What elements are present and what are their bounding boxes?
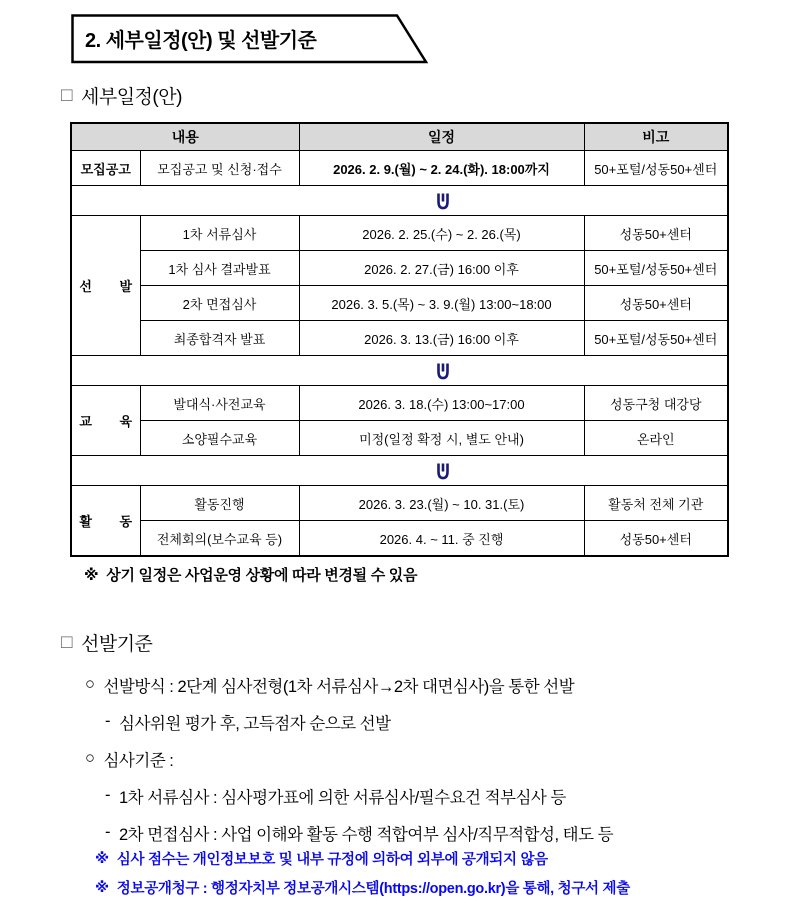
cell-date: 2026. 3. 5.(목) ~ 3. 9.(월) 13:00~18:00	[299, 286, 584, 321]
down-arrow-icon	[437, 192, 450, 209]
cell-note: 50+포털/성동50+센터	[584, 321, 728, 356]
group-label-activity: 활 동	[71, 486, 140, 557]
table-row-arrow	[71, 356, 728, 386]
bullet-selection-method: ○ 선발방식 : 2단계 심사전형(1차 서류심사→2차 대면심사)을 통한 선발	[85, 675, 575, 696]
header-content: 내용	[71, 123, 299, 151]
cell-date: 2026. 4. ~ 11. 중 진행	[299, 521, 584, 557]
down-arrow-icon	[437, 462, 450, 479]
note-information-request: ※ 정보공개청구 : 행정자치부 정보공개시스템(https://open.go.kr)을 통해, 청구서 제출	[95, 879, 630, 897]
cell-note: 성동50+센터	[584, 216, 728, 251]
table-row-edu1	[71, 386, 728, 421]
cell-item: 전체회의(보수교육 등)	[140, 521, 299, 557]
schedule-footnote	[84, 564, 417, 585]
privacy-notes	[95, 844, 630, 902]
cell-note: 성동50+센터	[584, 286, 728, 321]
group-label-selection: 선 발	[71, 216, 140, 356]
cell-item: 1차 심사 결과발표	[140, 251, 299, 286]
square-bullet-icon: □	[61, 84, 72, 106]
circle-bullet-icon: ○	[85, 749, 95, 767]
group-label-recruit: 모집공고	[71, 151, 140, 186]
page-title: 2. 세부일정(안) 및 선발기준	[85, 30, 317, 52]
cell-note: 성동구청 대강당	[584, 386, 728, 421]
circle-bullet-icon: ○	[85, 675, 95, 693]
cell-note: 50+포털/성동50+센터	[584, 151, 728, 186]
bullet-second-review: - 2차 면접심사 : 사업 이해와 활동 수행 적합여부 심사/직무적합성, 태도 등	[105, 823, 614, 844]
table-row-edu2	[71, 421, 728, 456]
table-row-arrow	[71, 456, 728, 486]
bullet-review-criteria: ○ 심사기준 :	[85, 749, 174, 770]
reference-mark-icon: ※	[95, 850, 109, 867]
cell-date: 2026. 2. 9.(월) ~ 2. 24.(화). 18:00까지	[299, 151, 584, 186]
cell-item: 최종합격자 발표	[140, 321, 299, 356]
cell-date: 2026. 2. 25.(수) ~ 2. 26.(목)	[299, 216, 584, 251]
cell-note: 활동처 전체 기관	[584, 486, 728, 521]
schedule-footnote-text: 상기 일정은 사업운영 상황에 따라 변경될 수 있음	[106, 567, 418, 584]
bullet-selection-method-sub: - 심사위원 평가 후, 고득점자 순으로 선발	[105, 712, 391, 733]
table-row-act2	[71, 521, 728, 557]
dash-bullet-icon: -	[105, 786, 110, 804]
table-row-recruit	[71, 151, 728, 186]
reference-mark-icon: ※	[84, 567, 99, 584]
square-bullet-icon: □	[61, 631, 72, 653]
cell-date: 2026. 2. 27.(금) 16:00 이후	[299, 251, 584, 286]
down-arrow-icon	[437, 362, 450, 379]
table-row-sel2	[71, 251, 728, 286]
schedule-table	[70, 122, 729, 557]
bullet-first-review: - 1차 서류심사 : 심사평가표에 의한 서류심사/필수요건 적부심사 등	[105, 786, 566, 807]
cell-item: 발대식·사전교육	[140, 386, 299, 421]
schedule-heading-label: 세부일정(안)	[80, 87, 182, 108]
cell-item: 2차 면접심사	[140, 286, 299, 321]
criteria-bullet-list	[85, 666, 613, 851]
banner-title-box	[71, 14, 429, 64]
table-row-arrow	[71, 186, 728, 216]
group-label-education: 교 육	[71, 386, 140, 456]
criteria-heading-label: 선발기준	[80, 634, 153, 655]
dash-bullet-icon: -	[105, 823, 110, 841]
cell-item: 모집공고 및 신청·접수	[140, 151, 299, 186]
table-row-sel1	[71, 216, 728, 251]
cell-item: 1차 서류심사	[140, 216, 299, 251]
cell-note: 50+포털/성동50+센터	[584, 251, 728, 286]
criteria-section-heading	[61, 629, 152, 656]
table-header-row	[71, 123, 728, 151]
cell-date: 2026. 3. 18.(수) 13:00~17:00	[299, 386, 584, 421]
dash-bullet-icon: -	[105, 712, 110, 730]
header-note: 비고	[584, 123, 728, 151]
header-date: 일정	[299, 123, 584, 151]
note-privacy: ※ 심사 점수는 개인정보보호 및 내부 규정에 의하여 외부에 공개되지 않음	[95, 850, 548, 868]
schedule-section-heading	[61, 82, 182, 109]
cell-item: 활동진행	[140, 486, 299, 521]
table-row-act1	[71, 486, 728, 521]
table-row-sel3	[71, 286, 728, 321]
cell-date: 2026. 3. 13.(금) 16:00 이후	[299, 321, 584, 356]
cell-note: 성동50+센터	[584, 521, 728, 557]
cell-item: 소양필수교육	[140, 421, 299, 456]
table-row-sel4	[71, 321, 728, 356]
cell-date: 미정(일정 확정 시, 별도 안내)	[299, 421, 584, 456]
cell-date: 2026. 3. 23.(월) ~ 10. 31.(토)	[299, 486, 584, 521]
reference-mark-icon: ※	[95, 879, 109, 896]
cell-note: 온라인	[584, 421, 728, 456]
